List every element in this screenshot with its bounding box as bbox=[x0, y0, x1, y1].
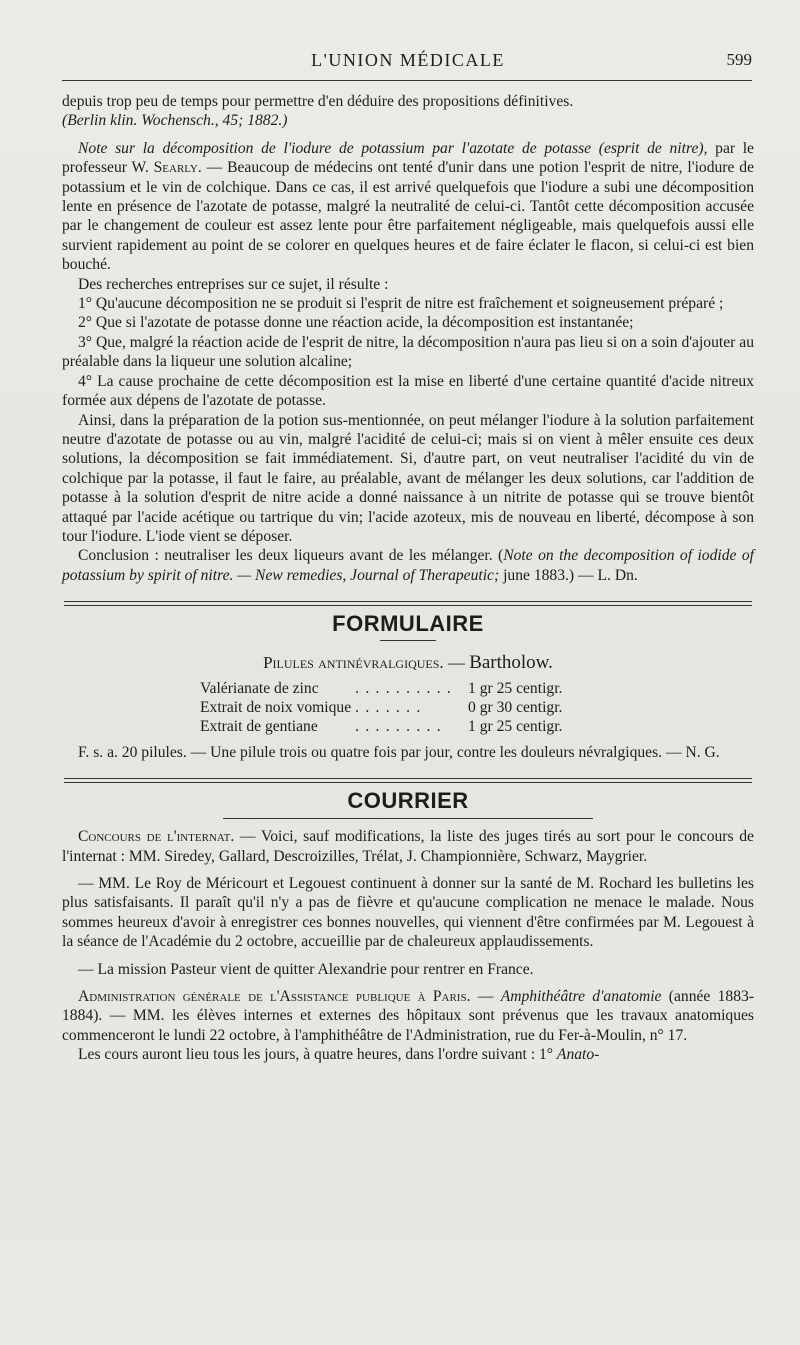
spacer bbox=[62, 131, 754, 139]
news-lead: Concours de l'internat. bbox=[78, 828, 235, 846]
ingredient-name: Valérianate de zinc bbox=[200, 679, 319, 697]
news-text: — bbox=[477, 988, 501, 1006]
section-heading-courrier: COURRIER bbox=[347, 788, 469, 814]
recipe-title bbox=[62, 653, 754, 672]
ingredient-quantity: 0 gr 30 centigr. bbox=[468, 698, 563, 716]
source-reference: Note on the decomposition of iodide of potassium by spirit of nitre. — New remedies, Journal of Therapeutic; bbox=[62, 547, 754, 584]
news-text: Les cours auront lieu tous les jours, à quatre heures, dans l'ordre suivant : 1° bbox=[78, 1046, 554, 1064]
news-item bbox=[62, 987, 754, 1045]
paragraph-text: par le professeur W. bbox=[62, 139, 754, 177]
news-item: — MM. Le Roy de Méricourt et Legouest continuent à donner sur la santé de M. Rochard les bulletins les plus satisfaisants. Il paraît qu'il n'y a pas de fièvre et qu'aucune complication ne menace le malade. Nous sommes heureux d'avoir à enregistrer ces bonnes nouvelles, qui viennent d'être confirmées par M. Legouest à la séance de l'Académie du 2 octobre, accueillie par de chaleureux applaudissements. bbox=[62, 875, 754, 951]
section-rule bbox=[64, 601, 752, 606]
paragraph bbox=[62, 92, 754, 131]
spacer bbox=[62, 979, 754, 987]
recipe-row bbox=[200, 679, 562, 698]
leader-dots: . . . . . . . bbox=[355, 698, 422, 716]
leader-dots: . . . . . . . . . . bbox=[355, 679, 453, 697]
spacer bbox=[62, 952, 754, 960]
author-name: Searly bbox=[153, 159, 198, 177]
paragraph-text: june 1883.) — L. Dn. bbox=[499, 566, 638, 584]
recipe-author: Bartholow. bbox=[469, 652, 553, 674]
news-text: (année 1883-1884). — MM. les élèves internes et externes des hôpitaux sont prévenus que les travaux anatomiques commenceront le lundi 22 octobre, à l'amphithéâtre de l'Administration, rue du Fer-à-Moulin, n° 17. bbox=[62, 988, 755, 1044]
leader-dots: . . . . . . . . . bbox=[355, 718, 442, 736]
citation: (Berlin klin. Wochensch., 45; 1882.) bbox=[62, 112, 288, 130]
recipe-row bbox=[200, 717, 562, 736]
page-number: 599 bbox=[726, 50, 752, 69]
spacer bbox=[62, 866, 754, 874]
paragraph-text: Conclusion : neutraliser les deux liqueurs avant de les mélanger. ( bbox=[78, 547, 504, 565]
news-text: — Voici, sauf modifications, la liste des juges tirés au sort pour le concours de l'internat : MM. Siredey, Gallard, Descroizilles, Trélat, J. Championnière, Schwarz, Maygrier. bbox=[62, 828, 754, 865]
news-emphasis: Anato- bbox=[556, 1046, 600, 1064]
paragraph-text: . — Beaucoup de médecins ont tenté d'unir dans une potion l'esprit de nitre, l'iodure de potassium et le vin de colchique. Dans ce cas, il est arrivé quelquefois que l'iodure a subi une décomposition lente en présence de l'azotate de potasse, malgré la neutralité de celui-ci. Tantôt cette décomposition accusée par le changement de couleur est assez lente pour être parfaitement négligeable, mais quelquefois aussi elle survient rapidement au point de se colorer en quelques heures et de faire éclater le flacon, si celui-ci est bien bouché. bbox=[62, 159, 754, 274]
news-item: — La mission Pasteur vient de quitter Alexandrie pour rentrer en France. bbox=[78, 960, 534, 978]
news-lead: Administration générale de l'Assistance publique à Paris. bbox=[78, 988, 471, 1006]
list-item: 1° Qu'aucune décomposition ne se produit si l'esprit de nitre est fraîchement et soigneusement préparé ; bbox=[78, 295, 724, 313]
news-item bbox=[62, 827, 754, 866]
recipe-name: Pilules antinévralgiques. — bbox=[263, 653, 465, 673]
list-item: 4° La cause prochaine de cette décomposition est la mise en liberté d'une certaine quantité d'acide nitreux formée aux dépens de l'azotate de potasse. bbox=[62, 372, 754, 410]
recipe-table bbox=[200, 679, 562, 737]
list-item: 2° Que si l'azotate de potasse donne une réaction acide, la décomposition est instantanée; bbox=[78, 314, 634, 332]
ingredient-name: Extrait de gentiane bbox=[200, 718, 318, 736]
recipe-instructions: F. s. a. 20 pilules. — Une pilule trois ou quatre fois par jour, contre les douleurs névralgiques. — N. G. bbox=[78, 743, 720, 761]
journal-title: L'UNION MÉDICALE bbox=[311, 50, 505, 70]
ingredient-name: Extrait de noix vomique bbox=[200, 698, 352, 716]
article-body bbox=[62, 92, 754, 1065]
running-head bbox=[64, 50, 752, 74]
recipe-row bbox=[200, 698, 562, 717]
list-item: 3° Que, malgré la réaction acide de l'esprit de nitre, la décomposition n'aura pas lieu si on a soin d'ajouter au préalable dans la liqueur une solution alcaline; bbox=[62, 333, 754, 371]
paragraph-text: depuis trop peu de temps pour permettre d'en déduire des propositions définitives. bbox=[62, 93, 574, 110]
note-title: Note sur la décomposition de l'iodure de potassium par l'azotate de potasse (esprit de nitre), bbox=[78, 139, 708, 157]
news-item bbox=[62, 1045, 754, 1064]
paragraph: Des recherches entreprises sur ce sujet, il résulte : bbox=[78, 275, 389, 293]
header-rule bbox=[62, 80, 752, 81]
ingredient-quantity: 1 gr 25 centigr. bbox=[468, 679, 563, 697]
ingredient-quantity: 1 gr 25 centigr. bbox=[468, 718, 563, 736]
paragraph: Ainsi, dans la préparation de la potion sus-mentionnée, on peut mélanger l'iodure à la solution parfaitement neutre d'azotate de potasse ou au vin, malgré l'acidité de celui-ci; mais si on vient à mêler ensuite ces deux solutions, la décomposition se fait immédiatement. Si, d'autre part, on veut neutraliser l'acidité du vin de colchique par la potasse, il faut le faire, au préalable, avant de mélanger les deux solutions, car l'addition de potasse à la solution d'esprit de nitre acide a donné naissance à un nitrite de potasse qui se trouve bientôt attaqué par l'acide acétique ou tartrique du vin; l'acide azoteux, mis de nouveau en liberté, décompose à son tour l'iodure. L'iode vient se déposer. bbox=[62, 411, 754, 545]
paragraph bbox=[62, 139, 754, 275]
paragraph bbox=[62, 546, 754, 585]
short-rule bbox=[380, 640, 436, 641]
section-rule bbox=[64, 778, 752, 783]
spacer bbox=[62, 819, 754, 827]
news-emphasis: Amphithéâtre d'anatomie bbox=[500, 988, 662, 1006]
section-heading-formulaire: FORMULAIRE bbox=[332, 611, 484, 637]
